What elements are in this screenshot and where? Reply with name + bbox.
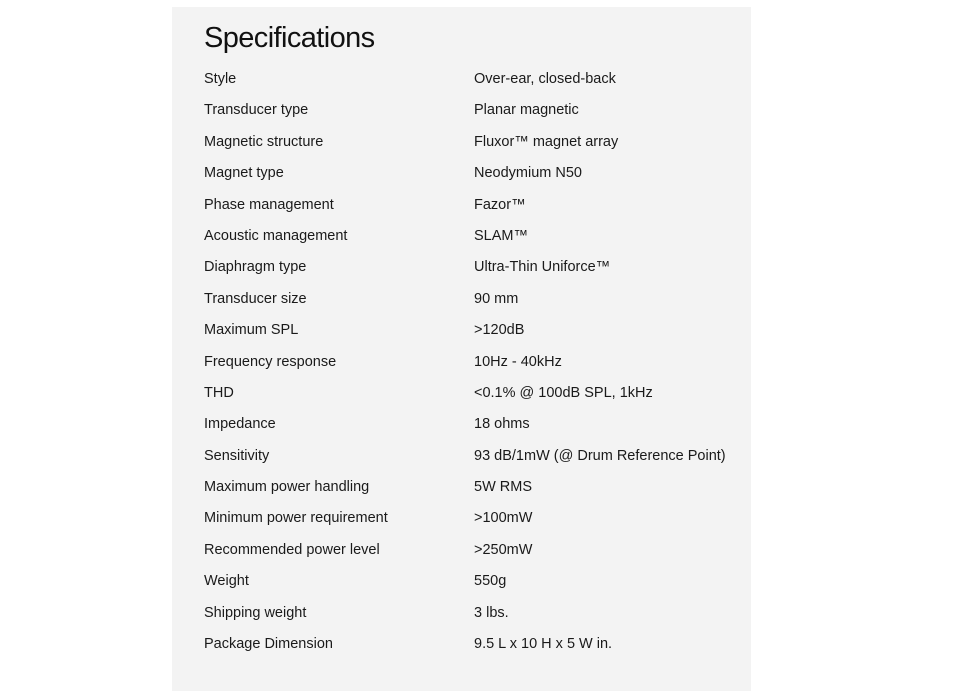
spec-value: Fluxor™ magnet array (474, 133, 619, 150)
spec-value: 5W RMS (474, 479, 532, 496)
spec-label: Style (204, 71, 237, 87)
spec-row (204, 94, 744, 125)
spec-label: Weight (204, 573, 249, 590)
spec-row (204, 126, 744, 157)
spec-row (204, 597, 744, 628)
spec-label: Diaphragm type (204, 259, 307, 276)
spec-value: 3 lbs. (474, 604, 509, 621)
spec-label: Frequency response (204, 353, 337, 370)
spec-row (204, 220, 744, 251)
spec-label: Sensitivity (204, 447, 270, 464)
spec-value: Neodymium N50 (474, 165, 582, 182)
spec-value: 550g (474, 573, 507, 590)
spec-label: Magnet type (204, 165, 284, 182)
spec-row (204, 502, 744, 533)
spec-row (204, 440, 744, 471)
spec-label: Transducer size (204, 290, 307, 307)
spec-value: Fazor™ (474, 196, 526, 213)
spec-row (204, 565, 744, 596)
spec-row (204, 346, 744, 377)
spec-row (204, 534, 744, 565)
spec-row (204, 251, 744, 282)
spec-row (204, 63, 744, 94)
spec-label: Maximum power handling (204, 479, 370, 496)
spec-value: 90 mm (474, 290, 519, 307)
spec-value: 18 ohms (474, 416, 530, 433)
spec-label: Minimum power requirement (204, 510, 388, 527)
spec-label: THD (204, 384, 234, 401)
spec-label: Transducer type (204, 102, 309, 119)
spec-row (204, 283, 744, 314)
spec-label: Package Dimension (204, 636, 333, 653)
page-title: Specifications (204, 22, 375, 54)
spec-label: Maximum SPL (204, 322, 299, 339)
spec-value: 9.5 L x 10 H x 5 W in. (474, 636, 613, 653)
spec-value: <0.1% @ 100dB SPL, 1kHz (474, 384, 653, 401)
spec-list (204, 63, 744, 659)
spec-value: 93 dB/1mW (@ Drum Reference Point) (474, 447, 726, 464)
spec-label: Magnetic structure (204, 133, 324, 150)
spec-label: Impedance (204, 416, 276, 433)
spec-value: >120dB (474, 322, 525, 339)
spec-value: Ultra-Thin Uniforce™ (474, 259, 611, 276)
spec-label: Phase management (204, 196, 334, 213)
spec-row (204, 189, 744, 220)
spec-row (204, 157, 744, 188)
spec-row (204, 377, 744, 408)
spec-value: >250mW (474, 541, 533, 558)
spec-value: SLAM™ (474, 227, 528, 244)
spec-row (204, 628, 744, 659)
spec-label: Recommended power level (204, 541, 380, 558)
spec-value: Over-ear, closed-back (474, 71, 616, 87)
spec-value: 10Hz - 40kHz (474, 353, 562, 370)
spec-value: >100mW (474, 510, 533, 527)
specifications-panel (172, 7, 751, 691)
spec-label: Acoustic management (204, 227, 348, 244)
spec-label: Shipping weight (204, 604, 307, 621)
spec-row (204, 471, 744, 502)
spec-row (204, 408, 744, 439)
spec-value: Planar magnetic (474, 102, 579, 119)
spec-row (204, 314, 744, 345)
